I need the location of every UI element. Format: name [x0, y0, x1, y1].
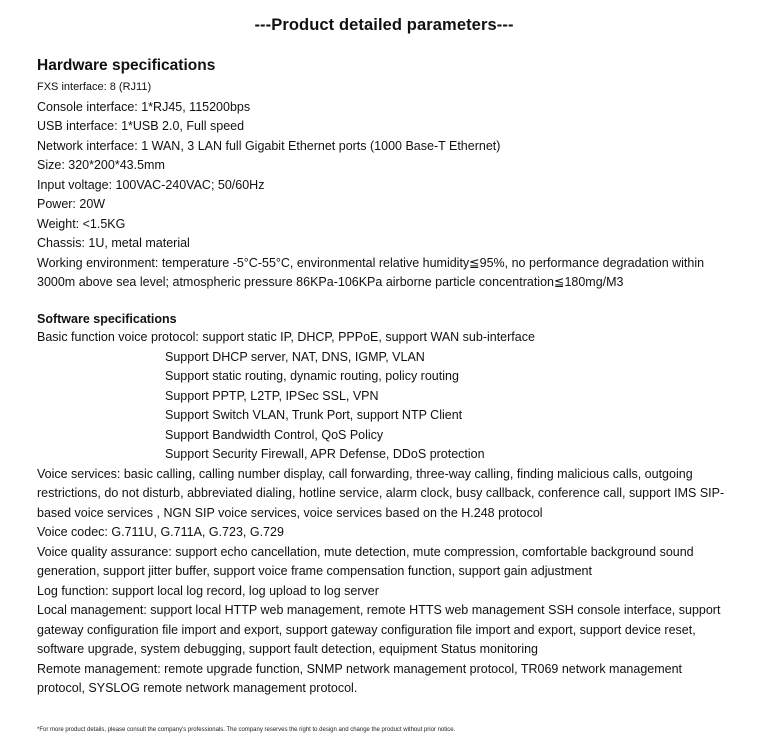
console-interface-spec: Console interface: 1*RJ45, 115200bps: [37, 99, 251, 114]
voice-quality-spec: Voice quality assurance: support echo cancellation, mute detection, mute compression, comfortable background sound generation, support jitter buffer, support voice frame compensation function, support gain adjustment: [37, 544, 694, 578]
power-spec: Power: 20W: [37, 197, 106, 211]
weight-spec: Weight: <1.5KG: [37, 216, 126, 231]
footnote: *For more product details, please consult the company's professionals. The company reserves the right to design and change the product without prior notice.: [37, 727, 456, 733]
voice-codec-spec: Voice codec: G.711U, G.711A, G.723, G.729: [37, 525, 284, 539]
chassis-spec: Chassis: 1U, metal material: [37, 236, 190, 250]
local-management-spec: Local management: support local HTTP web management, remote HTTS web management SSH console interface, support gateway configuration file import and export, support gateway configuration file import and export, support device reset, software upgrade, system debugging, support fault detection, equipment Status monitoring: [37, 603, 721, 656]
basic-function-item: Support Security Firewall, APR Defense, DDoS protection: [165, 447, 485, 461]
voice-services-spec: Voice services: basic calling, calling number display, call forwarding, three-way calling, finding malicious calls, outgoing restrictions, do not disturb, abbreviated dialing, hotline service, alarm clock, busy callback, conference call, support IMS SIP-based voice services , NGN SIP voice services, voice services based on the H.248 protocol: [37, 466, 725, 520]
basic-function-item: Support DHCP server, NAT, DNS, IGMP, VLAN: [165, 349, 425, 364]
basic-function-item: Support Switch VLAN, Trunk Port, support NTP Client: [165, 408, 463, 422]
page-title: ---Product detailed parameters---: [254, 16, 514, 34]
software-heading: Software specifications: [37, 312, 177, 326]
basic-function-item: Support static routing, dynamic routing, policy routing: [165, 369, 459, 383]
software-section: [37, 310, 737, 699]
working-environment-spec: Working environment: temperature -5°C-55°C, environmental relative humidity≦95%, no performance degradation within 3000m above sea level; atmospheric pressure 86KPa-106KPa airborne particle concentration≦180mg/M3: [37, 255, 705, 289]
basic-function-spec: Basic function voice protocol: support static IP, DHCP, PPPoE, support WAN sub-interface: [37, 330, 535, 344]
basic-function-item: Support Bandwidth Control, QoS Policy: [165, 427, 384, 442]
fxs-interface-spec: FXS interface: 8 (RJ11): [37, 81, 152, 93]
hardware-section: [37, 56, 737, 293]
size-spec: Size: 320*200*43.5mm: [37, 158, 165, 172]
network-interface-spec: Network interface: 1 WAN, 3 LAN full Gigabit Ethernet ports (1000 Base-T Ethernet): [37, 138, 501, 153]
usb-interface-spec: USB interface: 1*USB 2.0, Full speed: [37, 119, 245, 133]
log-function-spec: Log function: support local log record, log upload to log server: [37, 583, 379, 598]
hardware-heading: Hardware specifications: [37, 57, 216, 74]
basic-function-item: Support PPTP, L2TP, IPSec SSL, VPN: [165, 388, 379, 403]
remote-management-spec: Remote management: remote upgrade function, SNMP network management protocol, TR069 network management protocol, SYSLOG remote network management protocol.: [37, 661, 683, 695]
input-voltage-spec: Input voltage: 100VAC-240VAC; 50/60Hz: [37, 177, 265, 192]
